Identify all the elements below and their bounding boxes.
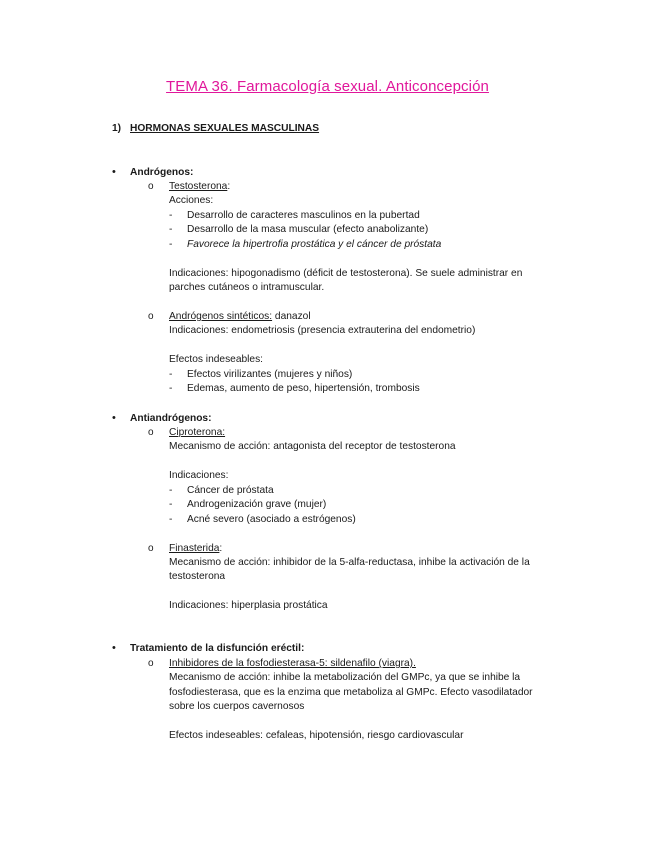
paragraph-line: Indicaciones: hiperplasia prostática [169,600,328,611]
paragraph-line: testosterona [169,571,226,582]
list-item: Acné severo (asociado a estrógenos) [187,514,356,525]
dash-bullet: - [169,369,173,380]
finasterida-colon: : [219,543,223,554]
list-item: Desarrollo de la masa muscular (efecto anabolizante) [187,224,429,235]
dash-bullet: - [169,224,173,235]
dash-bullet: - [169,383,173,394]
finasterida-label: Finasterida [169,543,220,554]
androgenos-heading: Andrógenos: [130,167,194,178]
ciproterona-label: Ciproterona: [169,427,226,438]
paragraph-line: Mecanismo de acción: antagonista del receptor de testosterona [169,441,456,452]
sinteticos-label: Andrógenos sintéticos: [169,311,273,322]
inhibidores-label: Inhibidores de la fosfodiesterasa-5: sildenafilo (viagra). [169,658,416,669]
paragraph-line: Mecanismo de acción: inhibidor de la 5-alfa-reductasa, inhibe la activación de la [169,557,530,568]
bullet-dot: • [112,642,116,654]
list-item: Edemas, aumento de peso, hipertensión, trombosis [187,383,420,394]
testosterona-colon: : [227,181,231,192]
list-item: Favorece la hipertrofia prostática y el cáncer de próstata [187,239,442,250]
paragraph-line: parches cutáneos o intramuscular. [169,282,325,293]
dash-bullet: - [169,239,173,250]
efectos-label: Efectos indeseables: [169,354,264,365]
list-item: Androgenización grave (mujer) [187,499,327,510]
page-title: TEMA 36. Farmacología sexual. Anticoncepción [166,78,489,95]
bullet-circle: o [148,181,154,192]
indicaciones-label: Indicaciones: [169,470,229,481]
bullet-circle: o [148,658,154,669]
sinteticos-drug: danazol [272,311,311,322]
dash-bullet: - [169,210,173,221]
disfuncion-heading: Tratamiento de la disfunción eréctil: [130,643,305,654]
testosterona-label: Testosterona [169,181,228,192]
bullet-circle: o [148,543,154,554]
bullet-dot: • [112,412,116,424]
finasterida-item [169,542,222,556]
dash-bullet: - [169,514,173,525]
testosterona-item [169,180,230,194]
dash-bullet: - [169,485,173,496]
antiandrogenos-heading: Antiandrógenos: [130,413,212,424]
bullet-circle: o [148,311,154,322]
section-number: 1) [112,123,122,134]
dash-bullet: - [169,499,173,510]
sinteticos-item [169,310,311,324]
section-heading: HORMONAS SEXUALES MASCULINAS [130,123,320,134]
acciones-label: Acciones: [169,195,214,206]
paragraph-line: Indicaciones: hipogonadismo (déficit de testosterona). Se suele administrar en [169,268,523,279]
bullet-dot: • [112,166,116,178]
list-item: Efectos virilizantes (mujeres y niños) [187,369,353,380]
paragraph-line: Indicaciones: endometriosis (presencia extrauterina del endometrio) [169,325,476,336]
paragraph-line: Efectos indeseables: cefaleas, hipotensión, riesgo cardiovascular [169,730,464,741]
paragraph-line: fosfodiesterasa, que es la enzima que metaboliza al GMPc. Efecto vasodilatador [169,687,533,698]
list-item: Desarrollo de caracteres masculinos en la pubertad [187,210,420,221]
paragraph-line: sobre los cuerpos cavernosos [169,701,305,712]
paragraph-line: Mecanismo de acción: inhibe la metabolización del GMPc, ya que se inhibe la [169,672,521,683]
list-item: Cáncer de próstata [187,485,274,496]
bullet-circle: o [148,427,154,438]
